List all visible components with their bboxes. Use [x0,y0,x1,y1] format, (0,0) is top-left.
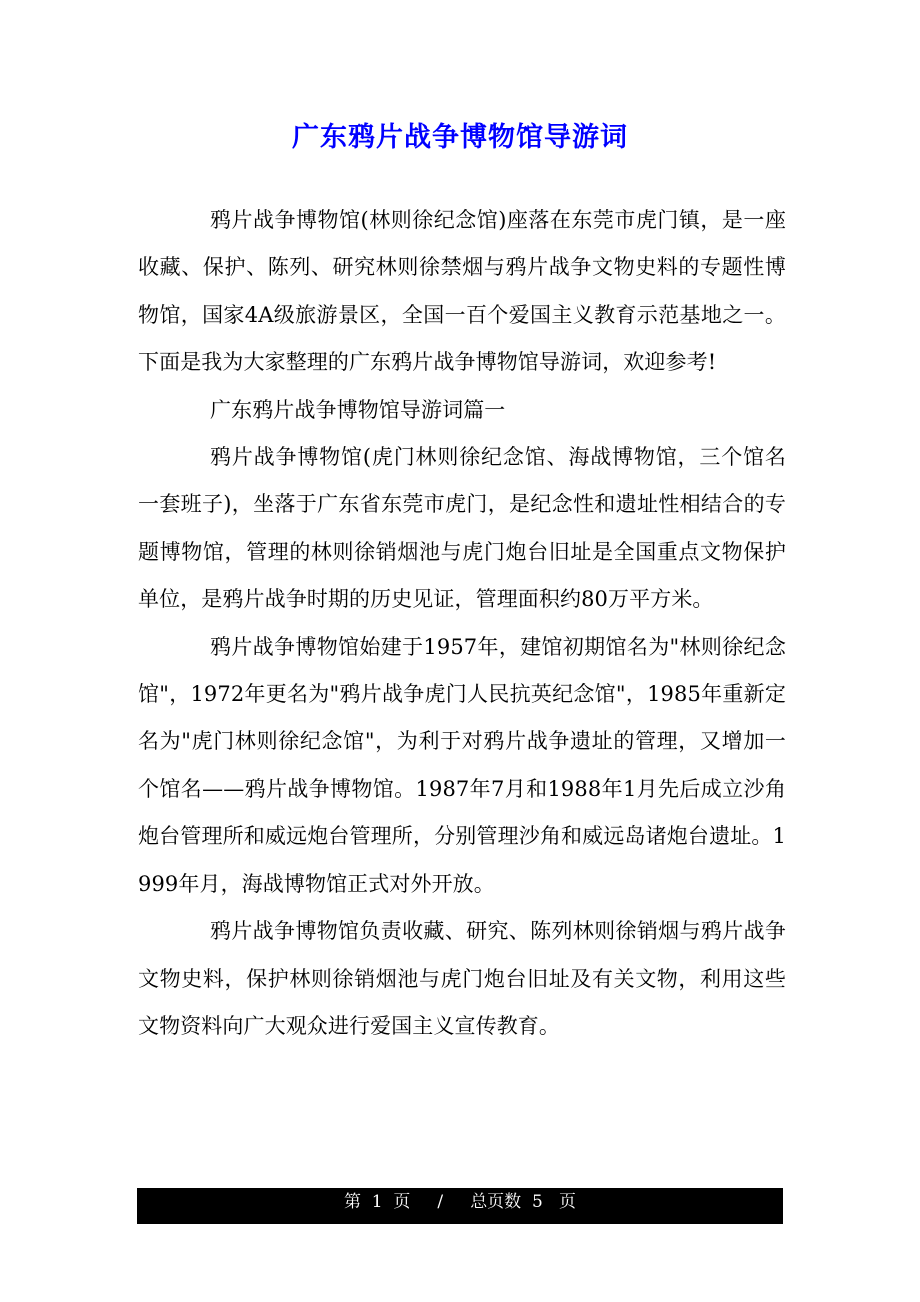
footer-total-prefix: 总页数 [470,1192,522,1212]
footer-separator: / [437,1192,444,1212]
footer-current-page: 1 [371,1192,383,1212]
paragraph-location: 鸦片战争博物馆(虎门林则徐纪念馆、海战博物馆，三个馆名一套班子)，坐落于广东省东莞市虎门，是纪念性和遗址性相结合的专题博物馆，管理的林则徐销烟池与虎门炮台旧址是全国重点文物保护单位，是鸦片战争时期的历史见证，管理面积约80万平方米。 [138,445,786,612]
paragraph-mission: 鸦片战争博物馆负责收藏、研究、陈列林则徐销烟与鸦片战争文物史料，保护林则徐销烟池与虎门炮台旧址及有关文物，利用这些文物资料向广大观众进行爱国主义宣传教育。 [138,919,786,1038]
section-heading: 广东鸦片战争博物馆导游词篇一 [210,397,506,422]
document-body [138,197,786,1050]
footer-page-prefix: 第 [343,1192,361,1212]
footer-total-pages: 5 [532,1192,543,1212]
footer-page-suffix: 页 [393,1192,411,1212]
footer-total-suffix: 页 [559,1192,577,1212]
document-title: 广东鸦片战争博物馆导游词 [292,122,628,153]
paragraph-history: 鸦片战争博物馆始建于1957年，建馆初期馆名为"林则徐纪念馆"，1972年更名为"鸦片战争虎门人民抗英纪念馆"，1985年重新定名为"虎门林则徐纪念馆"，为利于对鸦片战争遗址的管理，又增加一个馆名——鸦片战争博物馆。1987年7月和1988年1月先后成立沙角炮台管理所和威远炮台管理所，分别管理沙角和威远岛诸炮台遗址。1999年月，海战博物馆正式对外开放。 [138,634,786,896]
page-footer [137,1188,783,1224]
paragraph-intro: 鸦片战争博物馆(林则徐纪念馆)座落在东莞市虎门镇，是一座收藏、保护、陈列、研究林则徐禁烟与鸦片战争文物史料的专题性博物馆，国家4A级旅游景区，全国一百个爱国主义教育示范基地之一。下面是我为大家整理的广东鸦片战争博物馆导游词，欢迎参考! [138,208,786,375]
